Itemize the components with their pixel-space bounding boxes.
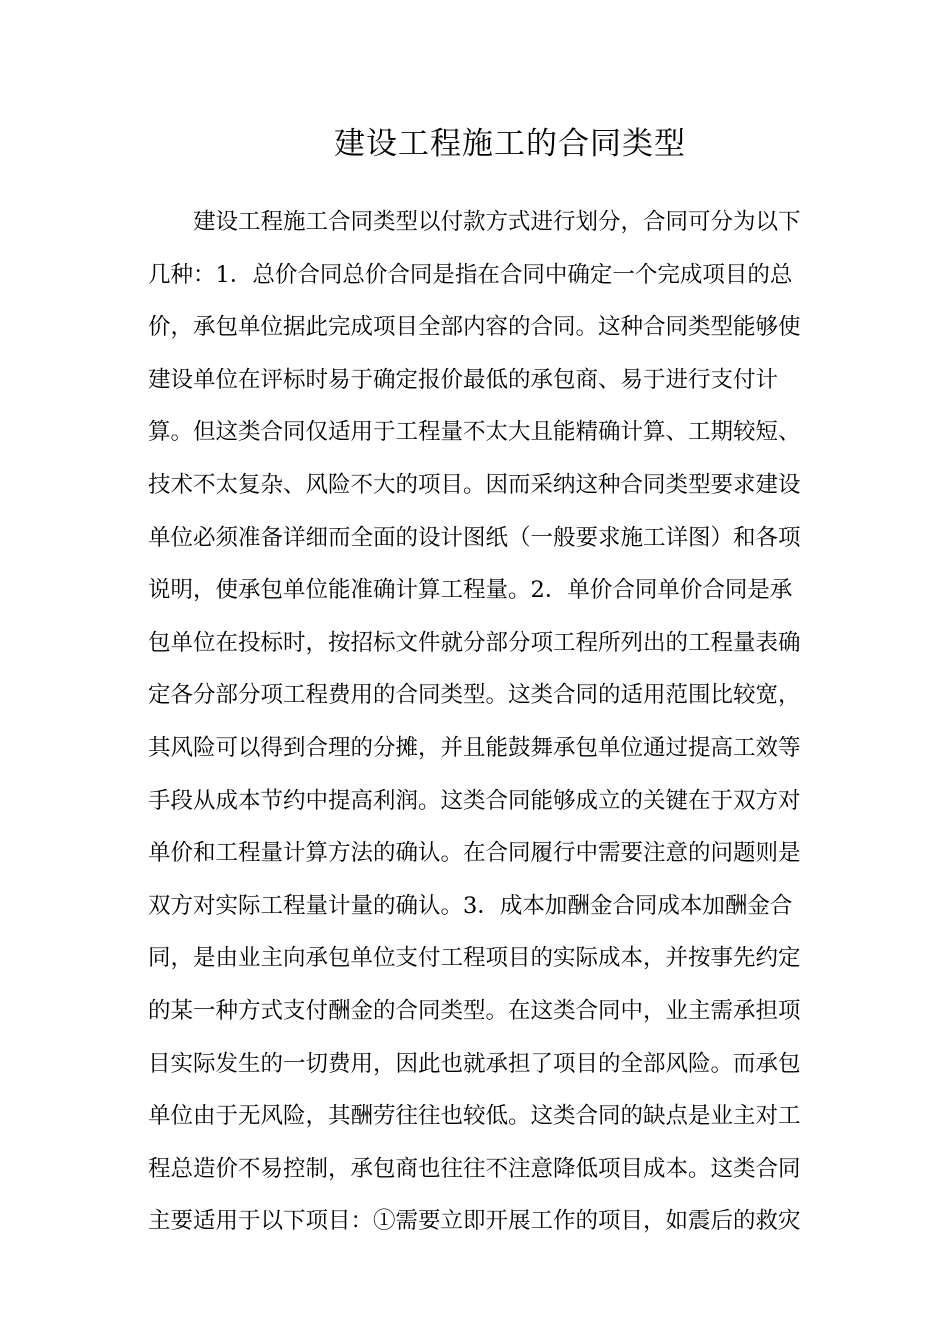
body-line: 单位由于无风险，其酬劳往往也较低。这类合同的缺点是业主对工 <box>148 1103 801 1130</box>
body-line: 目实际发生的一切费用，因此也就承担了项目的全部风险。而承包 <box>148 1050 801 1077</box>
body-line: 技术不太复杂、风险不大的项目。因而采纳这种合同类型要求建设 <box>148 471 801 498</box>
body-line: 的某一种方式支付酬金的合同类型。在这类合同中，业主需承担项 <box>148 997 801 1024</box>
body-line: 几种：1．总价合同总价合同是指在合同中确定一个完成项目的总 <box>148 261 793 288</box>
document-body <box>148 196 808 1248</box>
body-line: 主要适用于以下项目：①需要立即开展工作的项目，如震后的救灾 <box>148 1208 801 1235</box>
body-line: 定各分部分项工程费用的合同类型。这类合同的适用范围比较宽， <box>148 682 801 709</box>
body-line: 建设单位在评标时易于确定报价最低的承包商、易于进行支付计 <box>148 366 779 393</box>
body-line: 同，是由业主向承包单位支付工程项目的实际成本，并按事先约定 <box>148 945 801 972</box>
body-line: 算。但这类合同仅适用于工程量不太大且能精确计算、工期较短、 <box>148 419 801 446</box>
body-line: 价，承包单位据此完成项目全部内容的合同。这种合同类型能够使 <box>148 314 801 341</box>
body-line: 其风险可以得到合理的分摊，并且能鼓舞承包单位通过提高工效等 <box>148 734 801 761</box>
body-line: 单位必须准备详细而全面的设计图纸（一般要求施工详图）和各项 <box>148 524 801 551</box>
body-line: 包单位在投标时，按招标文件就分部分项工程所列出的工程量表确 <box>148 629 801 656</box>
body-line: 程总造价不易控制，承包商也往往不注意降低项目成本。这类合同 <box>148 1155 801 1182</box>
body-line: 双方对实际工程量计量的确认。3．成本加酬金合同成本加酬金合 <box>148 892 793 919</box>
body-line: 手段从成本节约中提高利润。这类合同能够成立的关键在于双方对 <box>148 787 801 814</box>
body-line: 单价和工程量计算方法的确认。在合同履行中需要注意的问题则是 <box>148 840 801 867</box>
body-line: 说明，使承包单位能准确计算工程量。2．单价合同单价合同是承 <box>148 577 793 604</box>
document-title: 建设工程施工的合同类型 <box>334 126 686 162</box>
body-line: 建设工程施工合同类型以付款方式进行划分，合同可分为以下 <box>193 209 801 235</box>
